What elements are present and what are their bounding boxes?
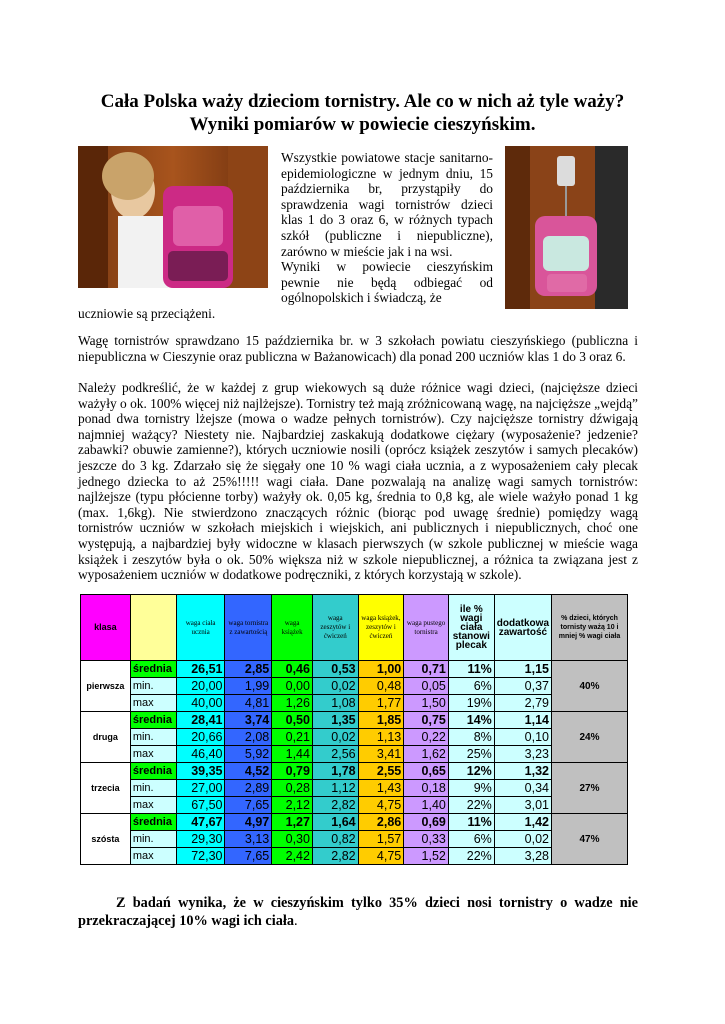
value-cell: 0,37 <box>494 678 551 695</box>
value-cell: 4,75 <box>358 848 404 865</box>
table-row <box>81 780 628 797</box>
value-cell: 1,00 <box>358 661 404 678</box>
value-cell: 11% <box>448 814 494 831</box>
value-cell: 1,52 <box>404 848 449 865</box>
value-cell: 39,35 <box>176 763 225 780</box>
value-cell: 8% <box>448 729 494 746</box>
value-cell: 0,69 <box>404 814 449 831</box>
value-cell: 3,28 <box>494 848 551 865</box>
conclusion-period: . <box>293 913 298 929</box>
value-cell: 1,78 <box>312 763 358 780</box>
conclusion-main: Z badań wynika, że w cieszyńskim tylko 35% dzieci nosi tornistry o wadze nie przekraczającej 10% wagi ich ciała <box>78 895 638 929</box>
value-cell: 0,48 <box>358 678 404 695</box>
percent-children-cell: 47% <box>552 814 628 865</box>
value-cell: 4,75 <box>358 797 404 814</box>
value-cell: 0,05 <box>404 678 449 695</box>
value-cell: 4,52 <box>225 763 272 780</box>
row-label-cell: średnia <box>130 814 176 831</box>
value-cell: 0,65 <box>404 763 449 780</box>
value-cell: 5,92 <box>225 746 272 763</box>
row-label-cell: średnia <box>130 712 176 729</box>
table-row <box>81 678 628 695</box>
value-cell: 2,79 <box>494 695 551 712</box>
conclusion <box>78 894 638 930</box>
value-cell: 0,21 <box>272 729 313 746</box>
value-cell: 1,50 <box>404 695 449 712</box>
row-label-cell: średnia <box>130 763 176 780</box>
value-cell: 46,40 <box>176 746 225 763</box>
value-cell: 7,65 <box>225 797 272 814</box>
value-cell: 12% <box>448 763 494 780</box>
klasa-cell: trzecia <box>81 763 131 814</box>
header-waga-zeszytow: waga zeszytów i ćwiczeń <box>312 595 358 661</box>
photo-girl-with-backpack <box>78 146 268 288</box>
row-label-cell: min. <box>130 780 176 797</box>
results-table <box>80 594 628 865</box>
document-title <box>60 90 665 136</box>
value-cell: 2,08 <box>225 729 272 746</box>
row-label-cell: max <box>130 695 176 712</box>
value-cell: 0,82 <box>312 831 358 848</box>
value-cell: 0,53 <box>312 661 358 678</box>
value-cell: 1,32 <box>494 763 551 780</box>
header-procent-dzieci: % dzieci, których tornisty ważą 10 i mniej % wagi ciała <box>552 595 628 661</box>
value-cell: 1,12 <box>312 780 358 797</box>
value-cell: 2,82 <box>312 797 358 814</box>
value-cell: 19% <box>448 695 494 712</box>
value-cell: 1,64 <box>312 814 358 831</box>
value-cell: 0,02 <box>494 831 551 848</box>
value-cell: 1,43 <box>358 780 404 797</box>
value-cell: 1,77 <box>358 695 404 712</box>
klasa-cell: szósta <box>81 814 131 865</box>
value-cell: 3,01 <box>494 797 551 814</box>
intro-tail: uczniowie są przeciążeni. <box>78 306 216 321</box>
table-row <box>81 746 628 763</box>
value-cell: 1,27 <box>272 814 313 831</box>
value-cell: 7,65 <box>225 848 272 865</box>
title-line-1: Cała Polska waży dzieciom tornistry. Ale co w nich aż tyle waży? <box>100 91 625 112</box>
value-cell: 26,51 <box>176 661 225 678</box>
value-cell: 3,13 <box>225 831 272 848</box>
value-cell: 1,44 <box>272 746 313 763</box>
value-cell: 22% <box>448 848 494 865</box>
table-row <box>81 729 628 746</box>
value-cell: 0,75 <box>404 712 449 729</box>
value-cell: 1,99 <box>225 678 272 695</box>
value-cell: 1,13 <box>358 729 404 746</box>
header-ile-procent: ile % wagi ciała stanowi plecak <box>448 595 494 661</box>
row-label-cell: max <box>130 797 176 814</box>
value-cell: 47,67 <box>176 814 225 831</box>
intro-paragraph-2: Wyniki w powiecie cieszyńskim pewnie nie będą odbiegać od ogólnopolskich i świadczą, że <box>281 259 493 306</box>
header-klasa: klasa <box>81 595 131 661</box>
value-cell: 22% <box>448 797 494 814</box>
value-cell: 2,89 <box>225 780 272 797</box>
value-cell: 67,50 <box>176 797 225 814</box>
table-row <box>81 712 628 729</box>
header-empty <box>130 595 176 661</box>
value-cell: 0,34 <box>494 780 551 797</box>
klasa-cell: pierwsza <box>81 661 131 712</box>
header-waga-pustego: waga pustego tornistra <box>404 595 449 661</box>
value-cell: 1,08 <box>312 695 358 712</box>
row-label-cell: max <box>130 746 176 763</box>
value-cell: 25% <box>448 746 494 763</box>
header-waga-tornistra: waga tornistra z zawartością <box>225 595 272 661</box>
row-label-cell: średnia <box>130 661 176 678</box>
value-cell: 0,46 <box>272 661 313 678</box>
value-cell: 0,02 <box>312 678 358 695</box>
value-cell: 3,74 <box>225 712 272 729</box>
value-cell: 2,85 <box>225 661 272 678</box>
title-line-2: Wyniki pomiarów w powiecie cieszyńskim. <box>189 114 536 135</box>
value-cell: 1,14 <box>494 712 551 729</box>
table-header-row <box>81 595 628 661</box>
value-cell: 0,71 <box>404 661 449 678</box>
value-cell: 2,55 <box>358 763 404 780</box>
value-cell: 28,41 <box>176 712 225 729</box>
paragraph-measurement-info: Wagę tornistrów sprawdzano 15 października br. w 3 szkołach powiatu cieszyńskiego (publiczna i niepubliczna w Cieszynie oraz publiczna w Bażanowicach) dla ponad 200 uczniów klas 1 do 3 oraz 6. <box>78 333 638 364</box>
row-label-cell: min. <box>130 831 176 848</box>
table-row <box>81 848 628 865</box>
percent-children-cell: 24% <box>552 712 628 763</box>
value-cell: 0,33 <box>404 831 449 848</box>
table-row <box>81 814 628 831</box>
value-cell: 9% <box>448 780 494 797</box>
percent-children-cell: 27% <box>552 763 628 814</box>
value-cell: 0,30 <box>272 831 313 848</box>
value-cell: 0,02 <box>312 729 358 746</box>
value-cell: 1,42 <box>494 814 551 831</box>
table-row <box>81 695 628 712</box>
value-cell: 6% <box>448 678 494 695</box>
value-cell: 1,62 <box>404 746 449 763</box>
value-cell: 72,30 <box>176 848 225 865</box>
value-cell: 2,12 <box>272 797 313 814</box>
value-cell: 29,30 <box>176 831 225 848</box>
table-row <box>81 797 628 814</box>
value-cell: 3,23 <box>494 746 551 763</box>
header-waga-ksiazek-zeszytow: waga książek, zeszytów i ćwiczeń <box>358 595 404 661</box>
value-cell: 2,42 <box>272 848 313 865</box>
table-row <box>81 831 628 848</box>
value-cell: 11% <box>448 661 494 678</box>
header-waga-ciala: waga ciała ucznia <box>176 595 225 661</box>
header-dodatkowa: dodatkowa zawartość <box>494 595 551 661</box>
value-cell: 1,15 <box>494 661 551 678</box>
value-cell: 0,28 <box>272 780 313 797</box>
klasa-cell: druga <box>81 712 131 763</box>
value-cell: 2,86 <box>358 814 404 831</box>
row-label-cell: min. <box>130 729 176 746</box>
value-cell: 2,82 <box>312 848 358 865</box>
value-cell: 1,26 <box>272 695 313 712</box>
value-cell: 1,57 <box>358 831 404 848</box>
percent-children-cell: 40% <box>552 661 628 712</box>
row-label-cell: max <box>130 848 176 865</box>
value-cell: 14% <box>448 712 494 729</box>
intro-text <box>281 150 493 306</box>
value-cell: 2,56 <box>312 746 358 763</box>
value-cell: 4,81 <box>225 695 272 712</box>
value-cell: 0,10 <box>494 729 551 746</box>
value-cell: 0,22 <box>404 729 449 746</box>
value-cell: 0,79 <box>272 763 313 780</box>
value-cell: 0,00 <box>272 678 313 695</box>
value-cell: 6% <box>448 831 494 848</box>
value-cell: 1,40 <box>404 797 449 814</box>
table-row <box>81 763 628 780</box>
paragraph-analysis: Należy podkreślić, że w każdej z grup wiekowych są duże różnice wagi dzieci, (najcięższe dzieci ważyły o ok. 100% więcej niż najlżejsze). Tornistry też mają zróżnicowaną wagę, na najcięższe „wejdą” ponad dwa tornistry lżejsze (mowa o wadze pełnych tornistrów). Czy najcięższe tornistry dźwigają najmniej ważący? Niestety nie. Najbardziej zaskakują dodatkowe ciężary (wyposażenie? jedzenie? zabawki? obuwie zamienne?), których uczniowie nosili (oprócz książek zeszytów i samych plecaków) jeszcze do 3 kg. Zdarzało się że sięgały one 10 % wagi ciała ucznia, a z wyposażeniem cały plecak jednego dziecka to aż 25%!!!!! wagi ciała. Dane pozwalają na analizę wagi samych tornistrów: najlżejsze (typu płócienne torby) ważyły ok. 0,05 kg, średnia to 0,8 kg, ale wiele ważyło ponad 1 kg (max. 1,6kg). Nie stwierdzono znaczących różnic (biorąc pod uwagę średnie) pomiędzy wagą tornistrów uczniów w szkołach miejskich i wiejskich, ani publicznych i niepublicznych, choć one występują, a najbardziej były widoczne w klasach pierwszych (w szkole publicznej w mieście waga książek i zeszytów była o ok. 50% większa niż w szkole niepublicznej, a różnica ta związana jest z wyposażeniem uczniów w dodatkowe podręczniki, z których korzystają w szkole). <box>78 380 638 583</box>
header-waga-ksiazek: waga książek <box>272 595 313 661</box>
value-cell: 0,50 <box>272 712 313 729</box>
value-cell: 40,00 <box>176 695 225 712</box>
intro-paragraph-1: Wszystkie powiatowe stacje sanitarno-epidemiologiczne w jednym dniu, 15 października br, przystąpiły do sprawdzenia wagi tornistrów dzieci klas 1 do 3 oraz 6, w różnych typach szkół (publiczne i niepubliczne), zarówno w mieście jak i na wsi. <box>281 150 493 259</box>
table-row <box>81 661 628 678</box>
value-cell: 1,85 <box>358 712 404 729</box>
value-cell: 20,00 <box>176 678 225 695</box>
table-body <box>81 661 628 865</box>
row-label-cell: min. <box>130 678 176 695</box>
value-cell: 20,66 <box>176 729 225 746</box>
value-cell: 3,41 <box>358 746 404 763</box>
value-cell: 27,00 <box>176 780 225 797</box>
photo-backpack-on-scale <box>505 146 628 309</box>
value-cell: 0,18 <box>404 780 449 797</box>
value-cell: 4,97 <box>225 814 272 831</box>
value-cell: 1,35 <box>312 712 358 729</box>
